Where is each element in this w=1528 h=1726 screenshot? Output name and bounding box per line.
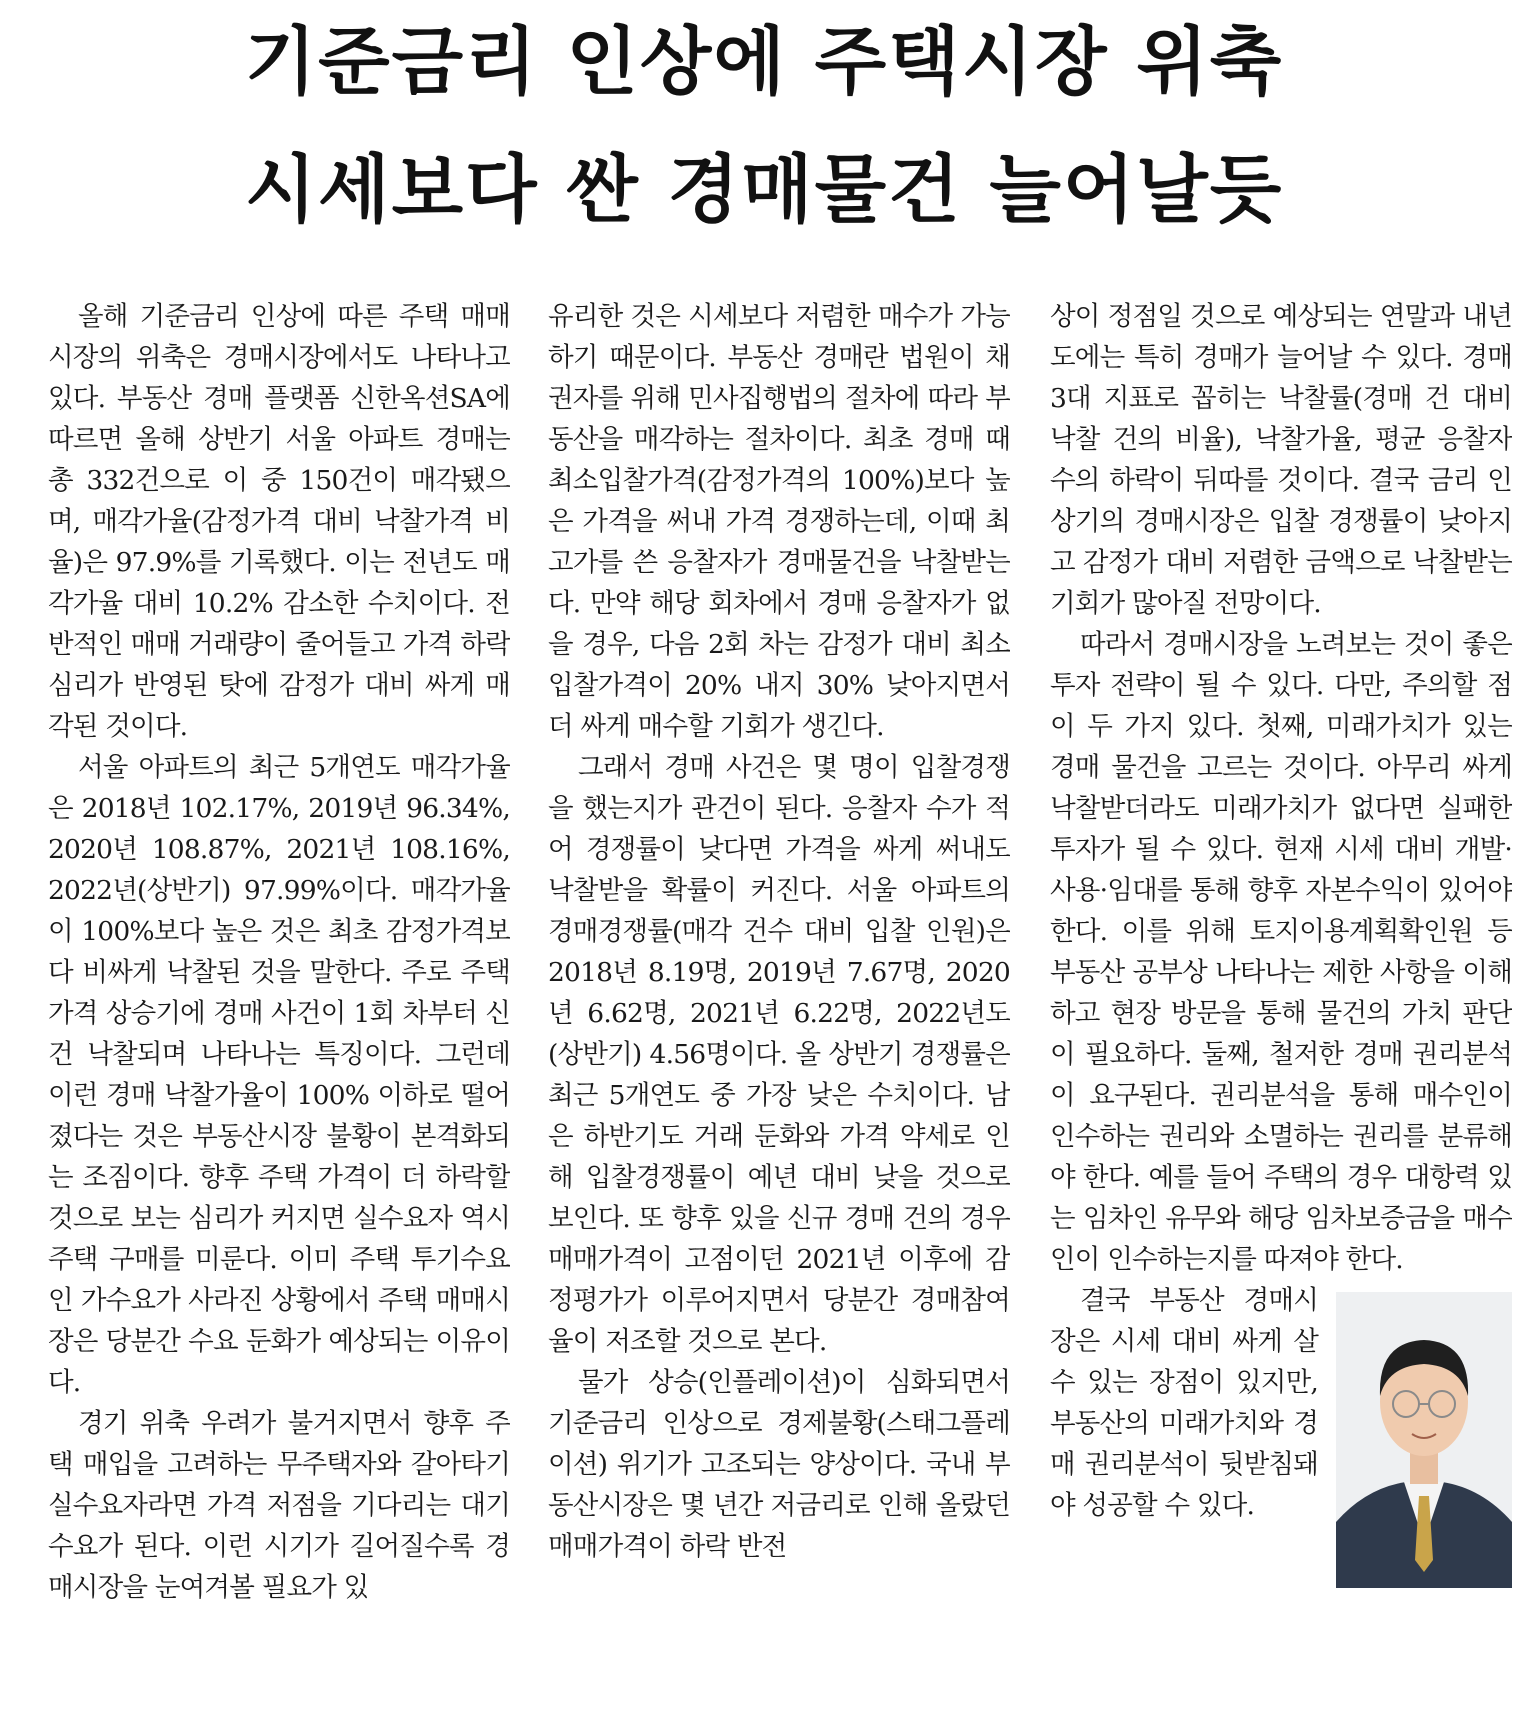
paragraph: 경기 위축 우려가 불거지면서 향후 주택 매입을 고려하는 무주택자와 갈아타기 실수요자라면 가격 저점을 기다리는 대기수요가 된다. 이런 시기가 길어질수록 경매시장을 눈여겨볼 필요가 있 [48, 1408, 510, 1603]
article-column-2 [548, 296, 1010, 1716]
paragraph: 그래서 경매 사건은 몇 명이 입찰경쟁을 했는지가 관건이 된다. 응찰자 수가 적어 경쟁률이 낮다면 가격을 싸게 써내도 낙찰받을 확률이 커진다. 서울 아파트의 경매경쟁률(매각 건수 대비 입찰 인원)은 2018년 8.19명, 2019년 7.67명, 2020년 6.62명, 2021년 6.22명, 2022년도(상반기) 4.56명이다. 올 상반기 경쟁률은 최근 5개연도 중 가장 낮은 수치이다. 남은 하반기도 거래 둔화와 가격 약세로 인해 입찰경쟁률이 예년 대비 낮을 것으로 보인다. 또 향후 있을 신규 경매 건의 경우 매매가격이 고점이던 2021년 이후에 감정평가가 이루어지면서 당분간 경매참여율이 저조할 것으로 본다. [548, 752, 1010, 1357]
paragraph: 물가 상승(인플레이션)이 심화되면서 기준금리 인상으로 경제불황(스태그플레이션) 위기가 고조되는 양상이다. 국내 부동산시장은 몇 년간 저금리로 인해 올랐던 매매가격이 하락 반전 [548, 1367, 1010, 1562]
paragraph: 결국 부동산 경매시장은 시세 대비 싸게 살 수 있는 장점이 있지만, 부동산의 미래가치와 경매 권리분석이 뒷받침돼야 성공할 수 있다. [1050, 1285, 1318, 1521]
article-column-1 [48, 296, 510, 1716]
paragraph: 따라서 경매시장을 노려보는 것이 좋은 투자 전략이 될 수 있다. 다만, 주의할 점이 두 가지 있다. 첫째, 미래가치가 있는 경매 물건을 고르는 것이다. 아무리 싸게 낙찰받더라도 미래가치가 없다면 실패한 투자가 될 수 있다. 현재 시세 대비 개발·사용·임대를 통해 향후 자본수익이 있어야 한다. 이를 위해 토지이용계획확인원 등 부동산 공부상 나타나는 제한 사항을 이해하고 현장 방문을 통해 물건의 가치 판단이 필요하다. 둘째, 철저한 경매 권리분석이 요구된다. 권리분석을 통해 매수인이 인수하는 권리와 소멸하는 권리를 분류해야 한다. 예를 들어 주택의 경우 대항력 있는 임차인 유무와 해당 임차보증금을 매수인이 인수하는지를 따져야 한다. [1050, 629, 1512, 1275]
paragraph: 유리한 것은 시세보다 저렴한 매수가 가능하기 때문이다. 부동산 경매란 법원이 채권자를 위해 민사집행법의 절차에 따라 부동산을 매각하는 절차이다. 최초 경매 때 최소입찰가격(감정가격의 100%)보다 높은 가격을 써내 가격 경쟁하는데, 이때 최고가를 쓴 응찰자가 경매물건을 낙찰받는다. 만약 해당 회차에서 경매 응찰자가 없을 경우, 다음 2회 차는 감정가 대비 최소입찰가격이 20% 내지 30% 낮아지면서 더 싸게 매수할 기회가 생긴다. [548, 301, 1010, 742]
headline-line-1: 기준금리 인상에 주택시장 위축 [244, 19, 1284, 105]
author-photo [1336, 1292, 1512, 1588]
paragraph: 상이 정점일 것으로 예상되는 연말과 내년도에는 특히 경매가 늘어날 수 있다. 경매 3대 지표로 꼽히는 낙찰률(경매 건 대비 낙찰 건의 비율), 낙찰가율, 평균 응찰자 수의 하락이 뒤따를 것이다. 결국 금리 인상기의 경매시장은 입찰 경쟁률이 낮아지고 감정가 대비 저렴한 금액으로 낙찰받는 기회가 많아질 전망이다. [1050, 301, 1512, 619]
paragraph: 서울 아파트의 최근 5개연도 매각가율은 2018년 102.17%, 2019년 96.34%, 2020년 108.87%, 2021년 108.16%, 2022년(상반기) 97.99%이다. 매각가율이 100%보다 높은 것은 최초 감정가격보다 비싸게 낙찰된 것을 말한다. 주로 주택 가격 상승기에 경매 사건이 1회 차부터 신건 낙찰되며 나타나는 특징이다. 그런데 이런 경매 낙찰가율이 100% 이하로 떨어졌다는 것은 부동산시장 불황이 본격화되는 조짐이다. 향후 주택 가격이 더 하락할 것으로 보는 심리가 커지면 실수요자 역시 주택 구매를 미룬다. 이미 주택 투기수요인 가수요가 사라진 상황에서 주택 매매시장은 당분간 수요 둔화가 예상되는 이유이다. [48, 752, 510, 1398]
headline-line-2: 시세보다 싼 경매물건 늘어날듯 [244, 147, 1284, 233]
paragraph: 올해 기준금리 인상에 따른 주택 매매시장의 위축은 경매시장에서도 나타나고 있다. 부동산 경매 플랫폼 신한옥션SA에 따르면 올해 상반기 서울 아파트 경매는 총 332건으로 이 중 150건이 매각됐으며, 매각가율(감정가격 대비 낙찰가격 비율)은 97.9%를 기록했다. 이는 전년도 매각가율 대비 10.2% 감소한 수치이다. 전반적인 매매 거래량이 줄어들고 가격 하락 심리가 반영된 탓에 감정가 대비 싸게 매각된 것이다. [48, 301, 510, 742]
article-column-3 [1050, 296, 1512, 1716]
